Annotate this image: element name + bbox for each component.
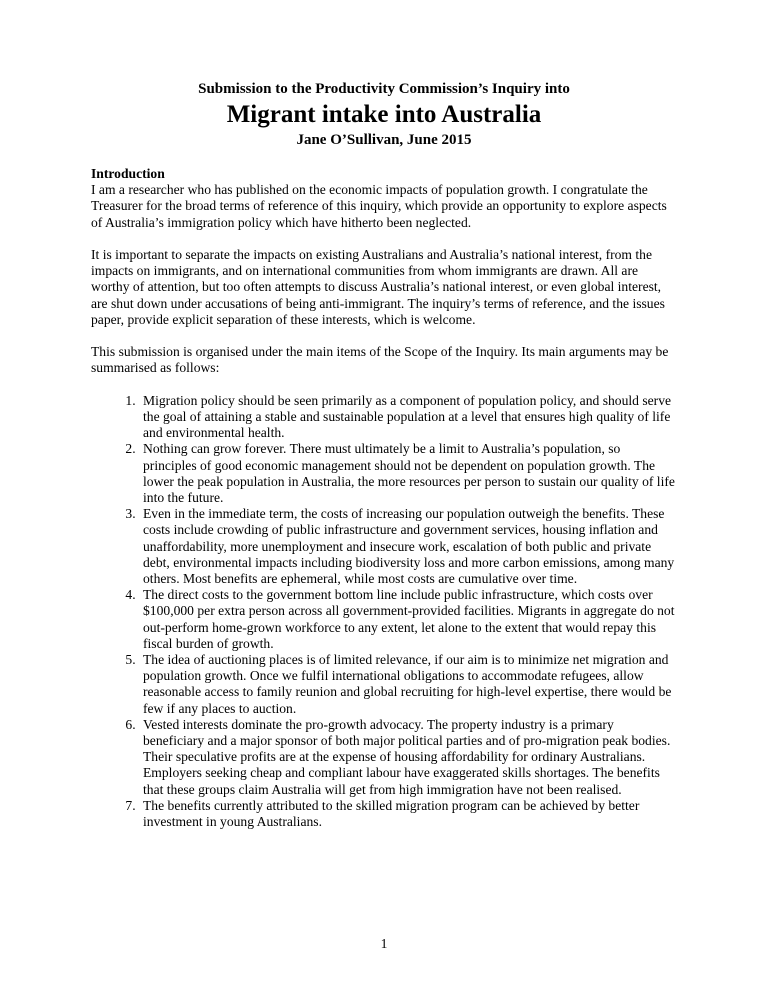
list-item-1: 1. Migration policy should be seen primarily as a component of population policy, and should serve the goal of attaining a stable and sustainable population at a level that ensures high quality of life and environmental health. [139,393,677,442]
list-item-3: 3. Even in the immediate term, the costs of increasing our population outweigh the benefits. These costs include crowding of public infrastructure and government services, housing inflation and unaffordability, more unemployment and insecure work, escalation of both public and private debt, environmental impacts including biodiversity loss and more carbon emissions, among many others. Most benefits are ephemeral, while most costs are cumulative over time. [139,506,677,587]
document-header [91,80,677,150]
paragraph-organisation: This submission is organised under the main items of the Scope of the Inquiry. Its main arguments may be summarised as follows: [91,344,669,376]
list-item-4: 4. The direct costs to the government bottom line include public infrastructure, which costs over $100,000 per extra person across all government-provided facilities. Migrants in aggregate do not out-perform home-grown workforce to any extent, let alone to the extent that would repay this fiscal burden of growth. [139,587,677,652]
paragraph-intro: I am a researcher who has published on the economic impacts of population growth. I congratulate the Treasurer for the broad terms of reference of this inquiry, which provide an opportunity to explore aspects of Australia’s immigration policy which have hitherto been neglected. [91,182,667,230]
list-item-6: 6. Vested interests dominate the pro-growth advocacy. The property industry is a primary beneficiary and a major sponsor of both major political parties and of pro-migration peak bodies. Their speculative profits are at the expense of housing affordability for ordinary Australians. Employers seeking cheap and compliant labour have exaggerated skills shortages. The benefits that these groups claim Australia will get from high immigration have not been realised. [139,717,677,798]
page-number: 1 [380,935,388,951]
author-byline: Jane O’Sullivan, June 2015 [296,132,472,148]
list-item-5: 5. The idea of auctioning places is of limited relevance, if our aim is to minimize net migration and population growth. Once we fulfil international obligations to accommodate refugees, allow reasonable access to family reunion and global recruiting for high-level expertise, there would be few if any places to auction. [139,652,677,717]
paragraph-separation: It is important to separate the impacts on existing Australians and Australia’s national interest, from the impacts on immigrants, and on international communities from whom immigrants are drawn. All are worthy of attention, but too often attempts to discuss Australia’s national interest, or even global interest, are shut down under accusations of being anti-immigrant. The inquiry’s terms of reference, and the issues paper, provide explicit separation of these interests, which is welcome. [91,247,665,327]
list-item-2: 2. Nothing can grow forever. There must ultimately be a limit to Australia’s population, so principles of good economic management should not be dependent on population growth. The lower the peak population in Australia, the more resources per person to sustain our quality of life into the future. [139,441,677,506]
document-title: Migrant intake into Australia [226,101,542,128]
submission-subtitle: Submission to the Productivity Commission’s Inquiry into [198,81,570,97]
summary-arguments-list [91,393,677,830]
introduction-heading: Introduction [91,166,165,181]
list-item-7: 7. The benefits currently attributed to the skilled migration program can be achieved by better investment in young Australians. [139,798,677,830]
